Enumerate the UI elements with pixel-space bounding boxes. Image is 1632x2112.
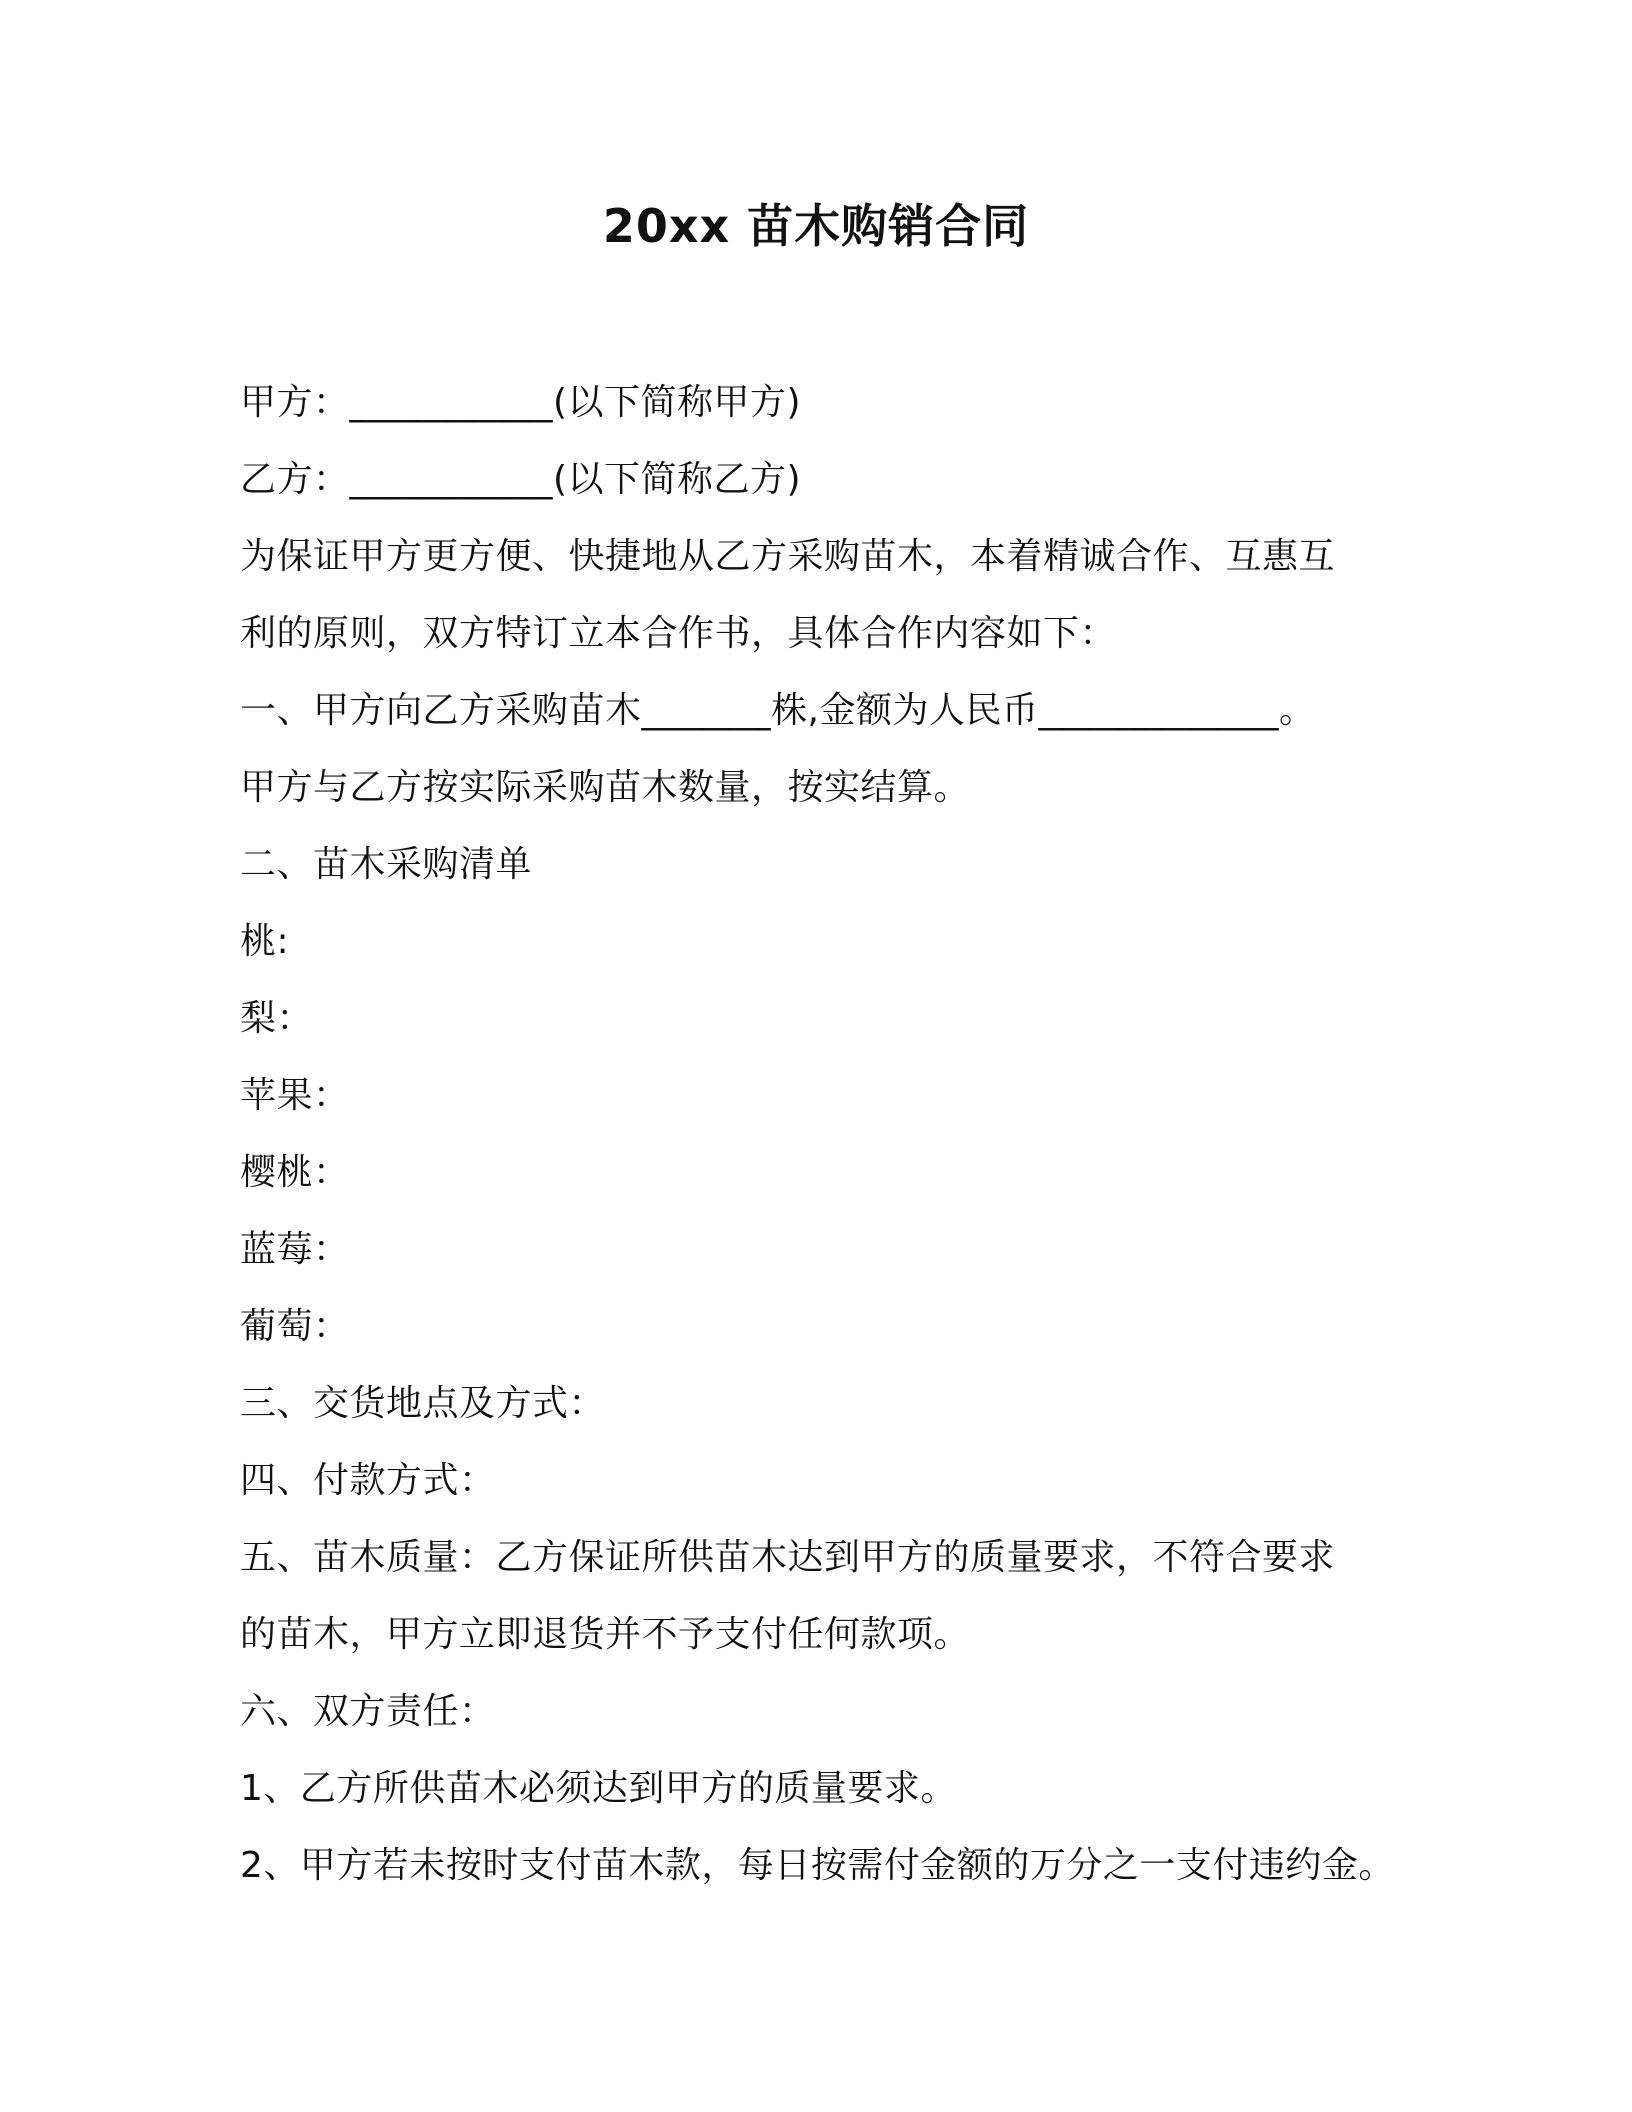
clause-5-line-2: 的苗木，甲方立即退货并不予支付任何款项。 — [240, 1614, 971, 1655]
preamble-line-2: 利的原则，双方特订立本合作书，具体合作内容如下： — [240, 613, 1117, 654]
clause-5-line-1: 五、苗木质量：乙方保证所供苗木达到甲方的质量要求，不符合要求 — [240, 1537, 1336, 1578]
clause-1-line-1: 一、甲方向乙方采购苗木_______株,金额为人民币_____________。 — [240, 690, 1316, 731]
list-item-apple: 苹果： — [240, 1075, 350, 1116]
party-a-line: 甲方：___________(以下简称甲方) — [240, 382, 802, 423]
list-item-pear: 梨： — [240, 998, 314, 1039]
list-item-peach: 桃: — [240, 921, 290, 962]
list-item-blueberry: 蓝莓： — [240, 1229, 350, 1270]
contract-body — [240, 364, 1420, 1904]
clause-6-heading: 六、双方责任： — [240, 1691, 496, 1732]
clause-4-heading: 四、付款方式： — [240, 1460, 496, 1501]
party-b-line: 乙方：___________(以下简称乙方) — [240, 459, 802, 500]
clause-2-heading: 二、苗木采购清单 — [240, 844, 533, 885]
list-item-grape: 葡萄： — [240, 1306, 350, 1347]
clause-6-item-1: 1、乙方所供苗木必须达到甲方的质量要求。 — [240, 1768, 957, 1809]
clause-6-item-2: 2、甲方若未按时支付苗木款，每日按需付金额的万分之一支付违约金。 — [240, 1845, 1395, 1886]
document-title: 20xx 苗木购销合同 — [602, 199, 1030, 253]
clause-3-heading: 三、交货地点及方式： — [240, 1383, 606, 1424]
list-item-cherry: 樱桃： — [240, 1152, 350, 1193]
clause-1-line-2: 甲方与乙方按实际采购苗木数量，按实结算。 — [240, 767, 971, 808]
preamble-line-1: 为保证甲方更方便、快捷地从乙方采购苗木，本着精诚合作、互惠互 — [240, 536, 1336, 577]
